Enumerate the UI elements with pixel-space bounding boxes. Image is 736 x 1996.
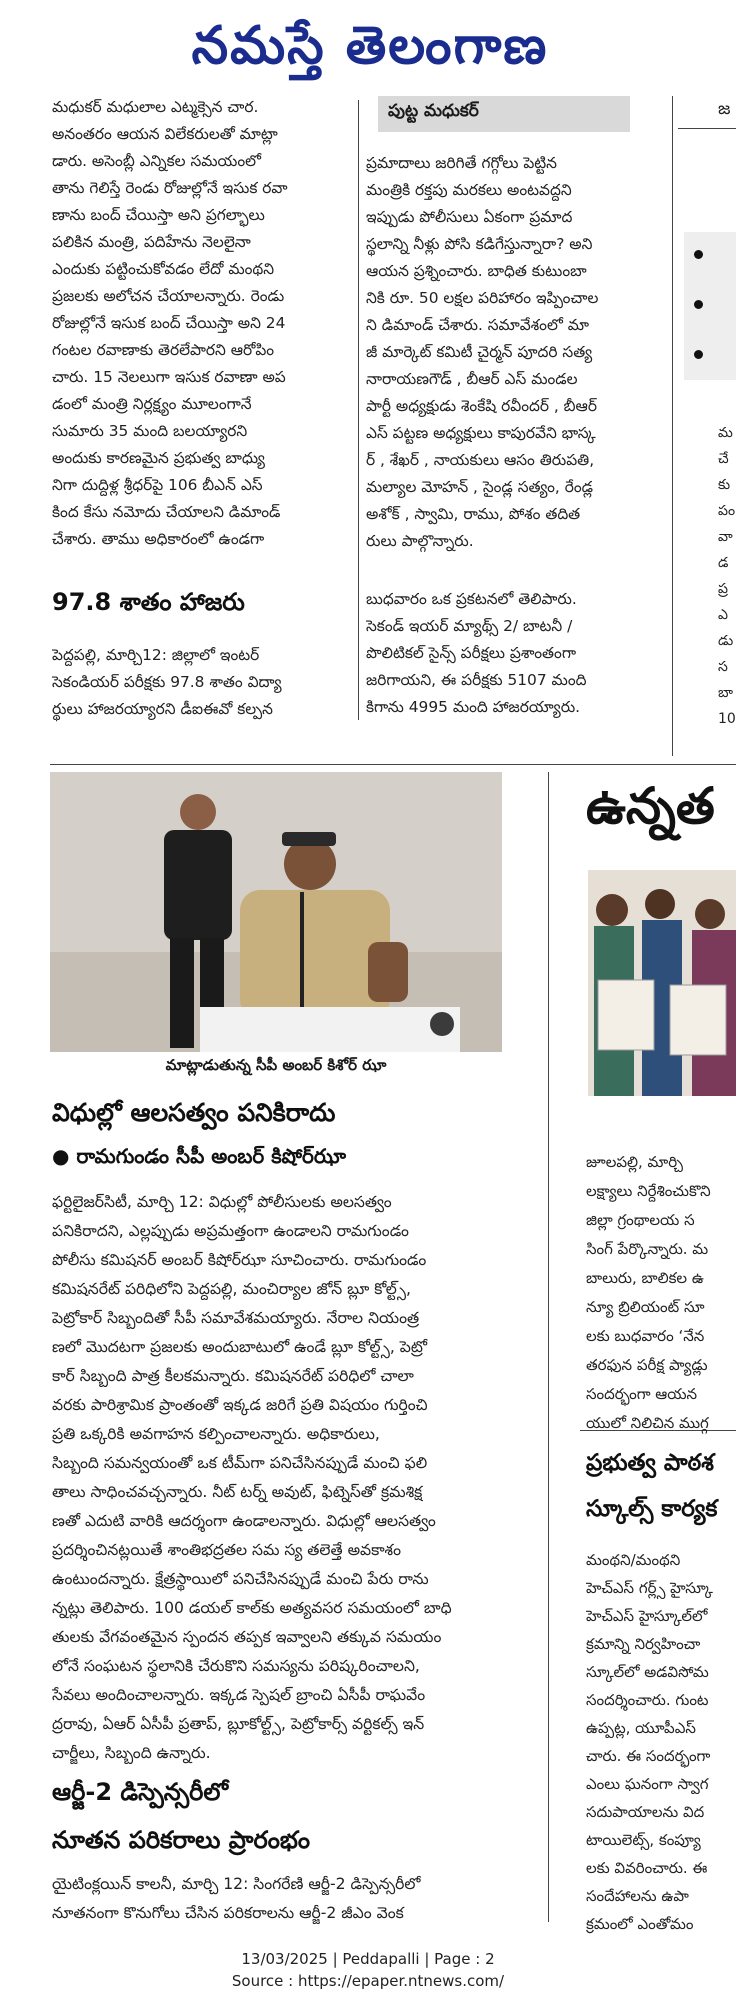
text-line: చారు. ఈ సందర్భంగా [586, 1747, 711, 1765]
article-body-left [52, 94, 352, 553]
text-line: జూలపల్లి, మార్చి [586, 1153, 683, 1171]
article-body-middle [366, 150, 630, 555]
text-line: డంలో మంత్రి నిర్లక్ష్యం మూలంగానే [52, 395, 252, 413]
text-line: సందర్శించారు. గుంట [586, 1691, 709, 1709]
article-headline: విధుల్లో ఆలసత్వం పనికిరాదు [52, 1098, 336, 1127]
text-line: సుమారు 35 మంది బలయ్యారని [52, 422, 248, 440]
text-line: సదుపాయాలను విద [586, 1803, 705, 1821]
text-line: ని డిమాండ్ చేశారు. సమావేశంలో మా [366, 316, 589, 334]
article-headline: 97.8 శాతం హాజరు [52, 588, 245, 616]
text-line: వా [718, 529, 733, 545]
text-line: చారు. 15 నెలలుగా ఇసుక రవాణా అప [52, 368, 286, 386]
text-line: హెచ్‌ఎస్ గర్ల్స్ హైస్కూ [586, 1579, 713, 1597]
article-body [52, 1188, 542, 1768]
text-line: మ [718, 425, 733, 441]
text-line: స్థలాన్ని నీళ్లు పోసి కడిగేస్తున్నారా? అని [366, 235, 593, 253]
text-line: క్రమాన్ని నిర్వహించా [586, 1635, 701, 1653]
right-column-body [586, 1148, 736, 1438]
text-line: తాను గెలిస్తే రెండు రోజుల్లోనే ఇసుక రవా [52, 179, 288, 197]
text-line: నూతనంగా కొనుగోలు చేసిన పరికరాలను ఆర్జీ-2 జీఎం వెంక [52, 1904, 404, 1922]
right-edge-fragment [718, 96, 736, 123]
article-headline: నూతన పరికరాలు ప్రారంభం [52, 1826, 311, 1854]
text-line: లక్ష్యాలు నిర్దేశించుకొని [586, 1182, 711, 1200]
text-line: జీ మార్కెట్ కమిటీ చైర్మన్ పూదరి సత్య [366, 343, 593, 361]
text-line: ణలో మొదటగా ప్రజలకు అందుబాటులో ఉండే బ్లూ కోల్ట్స్, పెట్రో [52, 1338, 428, 1356]
text-line: తరఫున పరీక్ష ప్యాడ్లు [586, 1356, 708, 1374]
text-line: అశోక్ , స్వామి, రాము, పోశం తదిత [366, 505, 581, 523]
bullet-icon [694, 350, 703, 359]
section-divider [50, 764, 736, 765]
bullet-icon: ● [52, 1144, 77, 1168]
footer-source-link[interactable]: Source : https://epaper.ntnews.com/ [231, 1972, 505, 1990]
column-divider [672, 96, 673, 756]
section-divider [678, 128, 736, 129]
text-line: మంథని/మంథని [586, 1551, 681, 1569]
text-line: వరకు పారిశ్రామిక ప్రాంతంతో ఇక్కడ జరిగే ప్రతి విషయం గుర్తించి [52, 1396, 428, 1414]
article-headline: స్కూల్స్ కార్యక [586, 1496, 718, 1522]
text-line: లకు బుధవారం ‘నేన [586, 1327, 705, 1345]
text-line: పనికిరాదని, ఎల్లప్పుడు అప్రమత్తంగా ఉండాలని రామగుండం [52, 1222, 409, 1240]
text-line: న్యూ బ్రిలియంట్ సూ [586, 1298, 705, 1316]
masthead [0, 0, 736, 96]
text-line: డారు. అసెంబ్లీ ఎన్నికల సమయంలో [52, 152, 261, 170]
subheadline-text: రామగుండం సీపీ అంబర్ కిషోర్‌ఝా [76, 1144, 347, 1168]
text-line: బుధవారం ఒక ప్రకటనలో తెలిపారు. [366, 590, 577, 608]
right-column-body [586, 1546, 736, 1938]
text-line: పెద్దపల్లి, మార్చి12: జిల్లాలో ఇంటర్ [52, 646, 260, 664]
text-line: చే [718, 451, 729, 467]
text-line: కు [718, 477, 731, 493]
text-line: నికి రూ. 50 లక్షల పరిహారం ఇప్పించాల [366, 289, 599, 307]
text-line: పలికిన మంత్రి, పదిహేను నెలలైనా [52, 233, 251, 251]
text-line: సేవలు అందించాలన్నారు. ఇక్కడ స్పెషల్ బ్రాంచి ఏసీపీ రాఘవేం [52, 1686, 426, 1704]
text-line: ప్రదర్శించినట్లయితే శాంతిభద్రతల సమ స్య తలెత్తే అవకాశం [52, 1541, 401, 1559]
text-line: ఎస్ పట్టణ అధ్యక్షులు కాపురవేని భాస్క [366, 424, 596, 442]
text-line: మంత్రికి రక్తపు మరకలు అంటవద్దని [366, 181, 572, 199]
text-line: యులో నిలిచిన ముగ్గ [586, 1414, 709, 1432]
text-line: మల్యాల మోహన్ , సైండ్ల సత్యం, రేండ్ల [366, 478, 594, 496]
text-line: లోనే సంఘటన స్థలానికి చేరుకొని సమస్యను పరిష్కరించాలని, [52, 1657, 420, 1675]
text-line: సందర్భంగా ఆయన [586, 1385, 698, 1403]
bullet-icon [694, 300, 703, 309]
text-line: క్రమంలో ఎంతోమం [586, 1915, 694, 1933]
text-line: రులు పాల్గొన్నారు. [366, 532, 474, 550]
text-line: పెట్రోకార్ సిబ్బందితో సీపీ సమావేశమయ్యారు. నేరాల నియంత్ర [52, 1309, 420, 1327]
text-line: అందుకు కారణమైన ప్రభుత్వ బాధ్యు [52, 449, 265, 467]
page-footer [0, 1948, 736, 1992]
text-line: సిబ్బంది సమన్వయంతో ఒక టీమ్‌గా పనిచేసినప్పుడే మంచి ఫలి [52, 1454, 428, 1472]
text-line: ఆయన ప్రశ్నించారు. బాధిత కుటుంబా [366, 262, 587, 280]
text-line: గంటల రవాణాకు తెరలేపారని ఆరోపిం [52, 341, 275, 359]
bullet-box [684, 232, 736, 380]
text-line: ణాను బంద్ చేయిస్తా అని ప్రగల్భాలు [52, 206, 265, 224]
text-line: అనంతరం ఆయన విలేకరులతో మాట్లా [52, 125, 278, 143]
text-line: నారాయణగౌడ్ , బీఆర్ ఎస్ మండల [366, 370, 578, 388]
text-line: బాలురు, బాలికల ఉ [586, 1269, 704, 1287]
photo-caption: మాట్లాడుతున్న సీపీ అంబర్ కిశోర్ ఝా [165, 1056, 387, 1074]
text-line: ఉంటుందన్నారు. క్షేత్రస్థాయిలో పనిచేసినప్పుడే మంచి పేరు రాను [52, 1570, 429, 1588]
article-body-middle [366, 586, 630, 721]
text-line: ఎ [718, 607, 728, 623]
text-line: ర్ , శేఖర్ , నాయకులు ఆసం తిరుపతి, [366, 451, 595, 469]
text-line: ప్రతి ఒక్కరికి అవగాహన కల్పించాలన్నారు. అధికారులు, [52, 1425, 380, 1443]
text-line: చేశారు. తాము అధికారంలో ఉండగా [52, 530, 265, 548]
photo-illustration [588, 870, 736, 1096]
text-line: టాయిలెట్స్, కంప్యూ [586, 1831, 701, 1849]
text-line: జ [718, 99, 731, 119]
text-line: పార్టీ అధ్యక్షుడు శెంకేషి రవీందర్ , బీఆర్ [366, 397, 597, 415]
text-line: మధుకర్ మధులాల ఎట్మక్సెన చార. [52, 98, 259, 116]
photo-illustration [50, 772, 502, 1052]
news-photo [50, 772, 502, 1052]
article-body [52, 1870, 542, 1928]
text-line: తాలు సాధించవచ్చన్నారు. నీట్ టర్న్ అవుట్, ఫిట్నెస్‌తో క్రమశిక్ష [52, 1483, 423, 1501]
text-line: ఎంలు ఘనంగా స్వాగ [586, 1775, 709, 1793]
text-line: పొలిటికల్ సైన్స్ పరీక్షలు ప్రశాంతంగా [366, 644, 576, 662]
newspaper-title: నమస్తే తెలంగాణ [191, 15, 549, 76]
article-headline: ఉన్నత [586, 777, 715, 835]
text-line: లకు వివరించారు. ఈ [586, 1859, 708, 1877]
footer-date-edition: 13/03/2025 | Peddapalli | Page : 2 [241, 1950, 495, 1968]
column-divider [358, 100, 359, 720]
article-headline: ఆర్జీ-2 డిస్పెన్సరీలో [52, 1778, 229, 1806]
text-line: యైటింక్లయిన్ కాలనీ, మార్చి 12: సింగరేణి ఆర్జీ-2 డిస్పెన్సరీలో [52, 1875, 421, 1893]
text-line: చార్జీలు, సిబ్బంది ఉన్నారు. [52, 1744, 211, 1762]
text-line: స [718, 659, 728, 675]
right-edge-fragment [718, 420, 736, 732]
text-line: ఎందుకు పట్టించుకోవడం లేదో మంథని [52, 260, 275, 278]
article-headline: ప్రభుత్వ పాఠశ [586, 1450, 714, 1476]
text-line: న్నట్లు తెలిపారు. 100 డయల్ కాల్‌కు అత్యవసర సమయంలో బాధి [52, 1599, 452, 1617]
article-body-left [52, 642, 352, 723]
text-line: ణతో ఎదుటి వారికి ఆదర్శంగా ఉండాలన్నారు. విధుల్లో ఆలసత్వం [52, 1512, 436, 1530]
column-divider [548, 772, 549, 1922]
text-line: ద్రరావు, ఏఆర్ ఏసీపీ ప్రతాప్, బ్లూకోల్ట్స్, పెట్రోకార్స్ వర్టికల్స్ ఇన్ [52, 1715, 425, 1733]
text-line: సెకండియర్ పరీక్షకు 97.8 శాతం విద్యా [52, 673, 282, 691]
text-line: పం [718, 503, 736, 519]
text-line: కమిషనరేట్ పరిధిలోని పెద్దపల్లి, మంచిర్యాల జోన్ బ్లూ కోల్ట్స్, [52, 1280, 412, 1298]
text-line: స్కూల్‌లో అడవిసోమ [586, 1663, 709, 1681]
students-photo [588, 870, 736, 1096]
text-line: నిగా దుద్దిళ్ల శ్రీధర్‌పై 106 బీఎన్ ఎస్ [52, 476, 263, 494]
text-line: బా [718, 685, 734, 701]
text-line: ప్ర [718, 581, 728, 597]
text-line: ఉప్పట్ల, యూపీఎస్ [586, 1719, 696, 1737]
text-line: ర్థులు హాజరయ్యారని డీఐఈవో కల్పన [52, 700, 273, 718]
text-line: జిల్లా గ్రంథాలయ స [586, 1211, 695, 1229]
text-line: తులకు వేగవంతమైన స్పందన తప్పక ఇవ్వాలని తక్కువ సమయం [52, 1628, 442, 1646]
text-line: పోలీసు కమిషనర్ అంబర్ కిషోర్‌ఝా సూచించారు. రామగుండం [52, 1251, 427, 1269]
text-line: కార్ సిబ్బంది పాత్ర కీలకమన్నారు. కమిషనరేట్ పరిధిలో చాలా [52, 1367, 414, 1385]
text-line: సెకండ్ ఇయర్ మ్యాథ్స్ 2/ బాటనీ / [366, 617, 573, 635]
text-line: కిగాను 4995 మంది హాజరయ్యారు. [366, 698, 581, 716]
photo-name-strip: పుట్ట మధుకర్ [378, 96, 630, 132]
text-line: డు [718, 633, 734, 649]
text-line: ప్రజలకు అలోచన చేయాలన్నారు. రెండు [52, 287, 285, 305]
text-line: 10 [718, 711, 736, 727]
text-line: హెచ్‌ఎస్ హైస్కూల్‌లో [586, 1607, 708, 1625]
text-line: జరిగాయని, ఈ పరీక్షకు 5107 మంది [366, 671, 587, 689]
text-line: కింద కేసు నమోదు చేయాలని డిమాండ్ [52, 503, 281, 521]
text-line: సందేహాలను ఉపా [586, 1887, 689, 1905]
text-line: రోజుల్లోనే ఇసుక బంద్ చేయిస్తా అని 24 [52, 314, 286, 332]
text-line: డ [718, 555, 729, 571]
text-line: ఇప్పుడు పోలీసులు ఏకంగా ప్రమాద [366, 208, 573, 226]
text-line: ప్రమాదాలు జరిగితే గగ్గోలు పెట్టిన [366, 154, 557, 172]
text-line: ఫర్టిలైజర్‌సిటీ, మార్చి 12: విధుల్లో పోలీసులకు అలసత్వం [52, 1193, 392, 1211]
article-subheadline [52, 1144, 346, 1173]
text-line: సింగ్ పేర్కొన్నారు. మ [586, 1240, 709, 1258]
bullet-icon [694, 250, 703, 259]
